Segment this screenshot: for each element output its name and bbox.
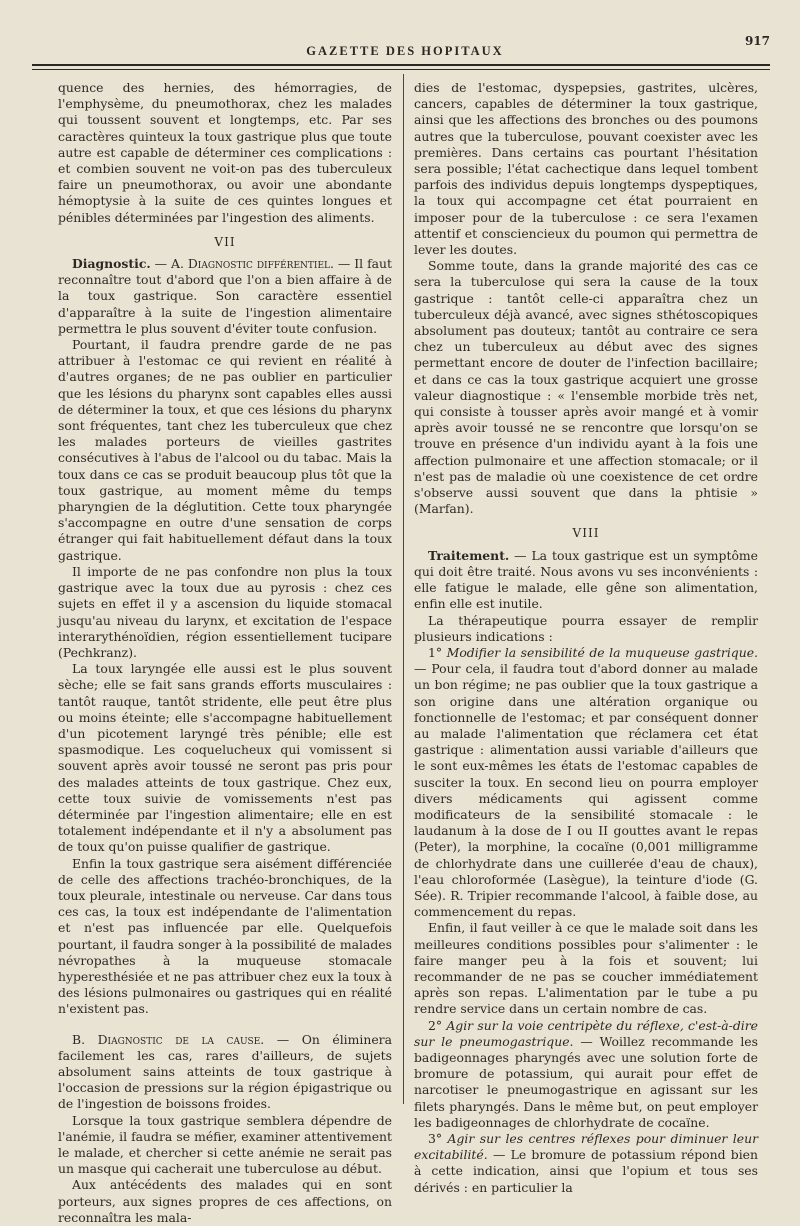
paragraph-text: — La toux gastrique est un symptôme qui doit être traité. Nous avons vu ses inconvénients : elle fatigue le malade, elle gêne son alimentation, enfin elle est inutile. (414, 547, 758, 612)
subheading: B. Diagnostic de la cause. (72, 1031, 265, 1047)
list-number: 2° (428, 1017, 447, 1033)
italic-heading: Agir sur les centres réflexes pour diminuer leur excitabilité. (414, 1131, 758, 1163)
subheading: — A. Diagnostic différentiel. (154, 256, 334, 272)
paragraph-text: — Woillez recommande les badigeonnages pharyngés avec une solution forte de bromure de potassium, qui aurait pour effet de narcotiser le pneumogastrique en agissant sur les filets pharyngés. Dans le même but, on peut employer les badigeonnages de chlorhydrate de cocaïne. (414, 1033, 758, 1130)
paragraph-text: — Pour cela, il faudra tout d'abord donner au malade un bon régime; ne pas oublier que la toux gastrique a son origine dans une altération organique ou fonctionnelle de l'estomac; et par conséquent donner au malade l'alimentation que réclamera cet état gastrique : alimentation aussi variable d'ailleurs que le sont eux-mêmes les états de l'estomac capables de susciter la toux. En second lieu on pourra employer divers médicaments qui agissent comme modificateurs de la sensibilité stomacale : le laudanum à la dose de I ou II gouttes avant le repas (Peter), la morphine, la cocaïne (0,001 milligramme de chlorhydrate dans une cuillerée d'eau de chaux), l'eau chloroformée (Lasègue), la teinture d'iode (G. Sée). R. Tripier recommande l'alcool, à faible dose, au commencement du repas. (414, 661, 758, 920)
list-number: 3° (428, 1131, 448, 1146)
paragraph-text: — On éliminera facilement les cas, rares d'ailleurs, de sujets absolument sains atteints de toux gastrique à l'occasion de pressions sur la région épigastrique ou de l'ingestion de boissons froides. (58, 1031, 392, 1112)
running-header (40, 34, 770, 60)
paragraph (414, 1131, 758, 1196)
paragraph: dies de l'estomac, dyspepsies, gastrites, ulcères, cancers, capables de déterminer la toux gastrique, ainsi que les affections des bronches ou des poumons autres que la tuberculose, pouvant coexister avec les premières. Dans certains cas pourtant l'hésitation sera possible; l'état cachectique dans lequel tombent parfois des individus depuis longtemps dyspeptiques, la toux qui accompagne cet état pourraient en imposer pour de la tuberculose : ce sera l'examen attentif et consciencieux du poumon qui permettra de lever les doutes. (414, 80, 758, 258)
paragraph: Il importe de ne pas confondre non plus la toux gastrique avec la toux due au pyrosis : chez ces sujets en effet il y a ascension du liquide stomacal jusqu'au niveau du larynx, et excitation de l'espace interarythénoïdien, région essentiellement tucipare (Pechkranz). (58, 563, 392, 660)
paragraph: Aux antécédents des malades qui en sont porteurs, aux signes propres de ces affections, on reconnaîtra les mala- (58, 1177, 392, 1225)
paragraph: Somme toute, dans la grande majorité des cas ce sera la tuberculose qui sera la cause de la toux gastrique : tantôt celle-ci apparaîtra chez un tuberculeux déjà avancé, avec signes sthétoscopiques absolument pas douteux; tantôt au contraire ce sera chez un tuberculeux au début avec des signes permettant encore de douter de l'infection bacillaire; et dans ce cas la toux gastrique acquiert une grosse valeur diagnostique : « l'ensemble morbide très net, qui consiste à tousser après avoir mangé et à vomir après avoir toussé ne se rencontre que lorsqu'on se trouve en présence d'un individu ayant à la fois une affection pulmonaire et une affection stomacale; or il n'est pas de maladie où une coexistence de cet ordre s'observe aussi souvent que dans la phtisie » (Marfan). (414, 258, 758, 517)
italic-heading: Modifier la sensibilité de la muqueuse gastrique. (446, 644, 758, 660)
header-rule-thick (32, 64, 770, 66)
paragraph: Pourtant, il faudra prendre garde de ne pas attribuer à l'estomac ce qui revient en réalité à d'autres organes; de ne pas oublier en particulier que les lésions du pharynx sont capables elles aussi de déterminer la toux, et que ces lésions du pharynx sont fréquentes, tant chez les tuberculeux que chez les malades porteurs de vieilles gastrites consécutives à l'abus de l'alcool ou du tabac. Mais la toux dans ce cas se produit beaucoup plus tôt que la toux gastrique, au moment même du temps pharyngien de la déglutition. Cette toux pharyngée s'accompagne en outre d'une sensation de corps étranger qui fait habituellement défaut dans la toux gastrique. (58, 337, 392, 563)
section-heading-vii: VII (214, 234, 236, 249)
paragraph: quence des hernies, des hémorragies, de l'emphysème, du pneumothorax, chez les malades qui toussent souvent et longtemps, etc. Par ses caractères quinteux la toux gastrique plus que toute autre est capable de déterminer ces complications : et combien souvent ne voit-on pas des tuberculeux faire un pneumothorax, ou avoir une abondante hémoptysie à la suite de ces quintes longues et pénibles déterminées par l'ingestion des aliments. (58, 80, 392, 225)
paragraph: La thérapeutique pourra essayer de remplir plusieurs indications : (414, 612, 758, 644)
header-rule-thin (32, 69, 770, 70)
paragraph (414, 1018, 758, 1131)
paragraph-text: — Il faut reconnaître tout d'abord que l'on a bien affaire à de la toux gastrique. Son caractère essentiel d'apparaître à la suite de l'ingestion alimentaire permettra le plus souvent d'éviter toute confusion. (58, 256, 393, 336)
paragraph (58, 256, 392, 337)
section-heading-viii: VIII (572, 526, 600, 541)
left-column (58, 80, 393, 1225)
paragraph: La toux laryngée elle aussi est le plus souvent sèche; elle se fait sans grands efforts musculaires : tantôt rauque, tantôt stridente, elle peut être plus ou moins éteinte; elle s'accompagne habituellement d'un picotement laryngé très pénible; elle est spasmodique. Les coquelucheux qui vomissent si souvent après avoir toussé ne seront pas pris pour des malades atteints de toux gastrique. Chez eux, cette toux suivie de vomissements n'est pas déterminée par l'ingestion alimentaire; elle en est totalement indépendante et il n'y a absolument pas de toux qu'on puisse qualifier de gastrique. (58, 661, 392, 855)
paragraph (414, 645, 758, 920)
right-column (414, 80, 758, 1195)
paragraph (414, 548, 758, 613)
paragraph (58, 1032, 392, 1113)
paragraph: Lorsque la toux gastrique semblera dépendre de l'anémie, il faudra se méfier, examiner attentivement le malade, et chercher si cette anémie ne serait pas un masque qui cacherait une tuberculose au début. (58, 1112, 392, 1177)
paragraph: Enfin la toux gastrique sera aisément différenciée de celle des affections trachéo-bronchiques, de la toux pleurale, intestinale ou nerveuse. Car dans tous ces cas, la toux est indépendante de l'alimentation et n'est pas influencée par elle. Quelquefois pourtant, il faudra songer à la possibilité de malades névropathes à la muqueuse stomacale hyperesthésiée et ne pas attribuer chez eux la toux à des lésions pulmonaires ou gastriques qui en réalité n'existent pas. (58, 855, 392, 1017)
list-number: 1° (428, 644, 447, 660)
paragraph-text: — Le bromure de potassium répond bien à cette indication, ainsi que l'opium et tous ses dérivés : en particulier la (414, 1147, 758, 1195)
paragraph: Enfin, il faut veiller à ce que le malade soit dans les meilleures conditions possibles pour s'alimenter : le faire manger peu à la fois et souvent; lui recommander de ne pas se coucher immédiatement après son repas. L'alimentation par le tube a pu rendre service dans un certain nombre de cas. (414, 920, 758, 1017)
run-in-heading: Traitement. (428, 547, 510, 563)
run-in-heading: Diagnostic. (72, 256, 151, 272)
journal-title: GAZETTE DES HOPITAUX (306, 44, 504, 58)
italic-heading: Agir sur la voie centripète du réflexe, c'est-à-dire sur le pneumogastrique. (414, 1017, 758, 1049)
page-number: 917 (744, 34, 770, 48)
column-divider (403, 74, 404, 1104)
spacer (58, 1018, 392, 1032)
